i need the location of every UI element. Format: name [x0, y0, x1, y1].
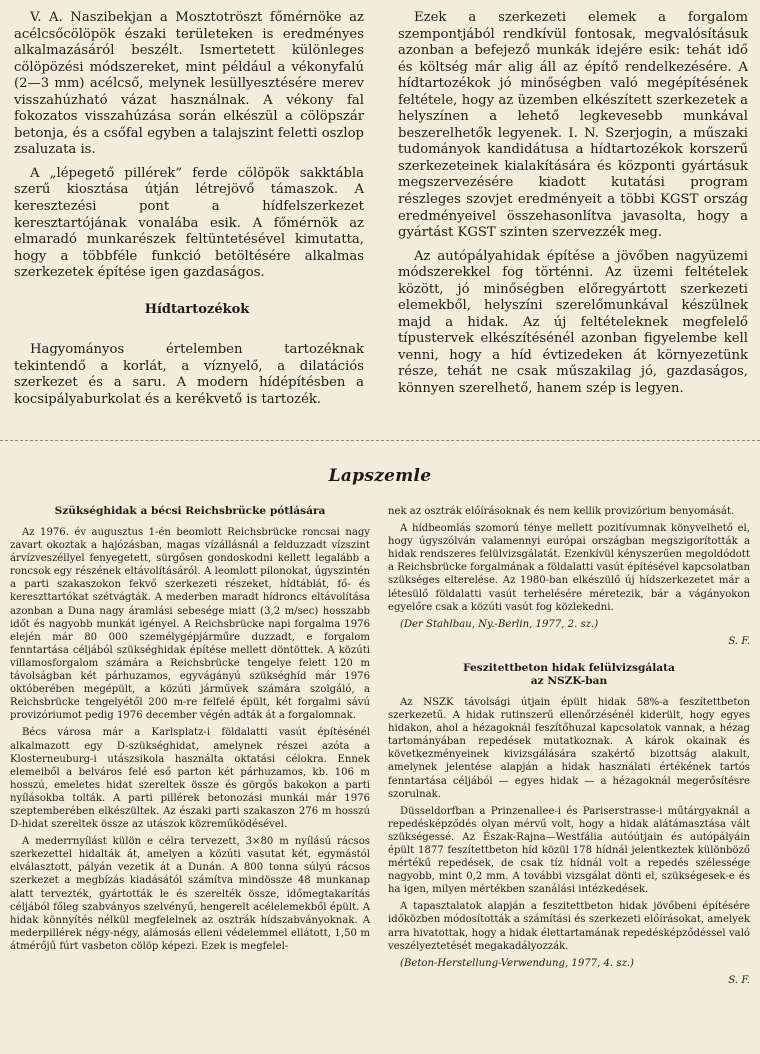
section-divider [0, 440, 760, 441]
section-title-lapszemle: Lapszemle [328, 466, 432, 486]
paragraph: A „lépegető pillérek” ferde cölöpök sakktábla szerű kiosztása útján létrejövő támaszok. A keresztezési pont a hídfelszerkezet keresztartójának vonalába esik. A főmérnök az elmaradó munkarészek feltüntetésével kimutatta, hogy a többféle funkció betöltésére alkalmas szerkezetek építése igen gazdaságos. [14, 165, 364, 281]
author-signature: S. F. [728, 635, 750, 647]
article-heading-reichsbrucke: Szükséghidak a bécsi Reichsbrücke pótlására [54, 505, 326, 517]
paragraph: Bécs városa már a Karlsplatz-i földalatti vasút építésénél alkalmazott egy D-szükséghidat, amelynek részei azóta a Klosterneuburg-i utászsikola használta oktatási célokra. Ennek elemeiből a belváros felé eső parton két párhuzamos, kb. 106 m hosszú, emeletes hidat szereltek össze és görgős bakokon a parti nyílásokba tolták. A parti pillérek betonozási munkái már 1976 szeptemberében elkészültek. Az északi parti szakaszon 276 m hosszú D-hidat szereltek össze az utászok közreműködésével. [10, 727, 370, 831]
paragraph: nek az osztrák előírásoknak és nem kellik provizórium benyomását. [388, 506, 735, 517]
top-right-column [398, 10, 748, 405]
heading-line: Feszitettbeton hidak felülvizsgálata [463, 661, 675, 674]
article-heading-nszk [388, 662, 750, 688]
heading-line: az NSZK-ban [530, 674, 608, 687]
paragraph: Az autópályahidak építése a jövőben nagyüzemi módszerekkel fog történni. Az üzemi feltételek között, jó minőségben előregyártott szerkezeti elemekből, helyszíni szerelőmunkával készülnek majd a hidak. Az új feltételeknek megfelelő típustervek elkészítésénél azonban figyelembe kell venni, hogy a híd évtizedeken át környezetünk része, tehát ne csak műszakilag jó, gazdaságos, könnyen szerelhető, hanem szép is legyen. [398, 248, 748, 397]
author-signature: S. F. [728, 974, 750, 986]
paragraph: V. A. Naszibekjan a Mosztotröszt főmérnöke az acélcsőcölöpök északi területeken is eredményes alkalmazásáról beszélt. Ismertetett különleges cölöpözési módszereket, mint például a vékonyfalú (2—3 mm) acélcső, melynek lesüllyesztésére merev visszahúzható vázat használnak. A vékony fal fokozatos visszahúzása során elkészül a cölöpszár betonja, és a csőfal egyben a talajszint feletti oszlop zsaluzata is. [14, 10, 364, 158]
citation: (Der Stahlbau, Ny.-Berlin, 1977, 2. sz.) [400, 618, 599, 630]
citation: (Beton-Herstellung-Verwendung, 1977, 4. sz.) [400, 957, 634, 969]
paragraph: Düsseldorfban a Prinzenallee-i és Pariserstrasse-i műtárgyaknál a repedésképződés olyan mérvű volt, hogy a hidak alátámasztása vált szükségessé. Az Észak-Rajna—Westfália autóútjain és autópályáin épült 1877 feszítettbeton híd közül 178 hídnál jelentkeztek különböző mértékű repedések, de csak tíz hídnál volt a repedés szélessége nagyobb, mint 0,2 mm. A további vizsgálat dönti el, szükségesek-e és ha igen, milyen mértékben szanálási intézkedések. [388, 805, 750, 896]
subheading-hidtartozekok: Hídtartozékok [144, 301, 250, 317]
paragraph: Az NSZK távolsági útjain épült hidak 58%-a feszítettbeton szerkezetű. A hidak rutinszerű ellenőrzésénél kiderült, hogy egyes hidakon, ahol a hézagoknál feszítőhuzal kapcsolatok vannak, a hézag tartományában repedések mutatkoznak. A károk okainak és következményeinek kivizsgálására szakértő bizottság alakult, amelynek jelentése alapján a hidak használati értékének tartós fenntartása céljából — egyes hidak — a hézagoknál megerősítésre szorulnak. [388, 696, 750, 800]
paragraph: A hídbeomlás szomorú ténye mellett pozitívumnak könyvelhető el, hogy úgyszólván valamennyi európai országban megszigorították a hidak rendszeres felülvizsgálatát. Ezenkívül kényszerűen megoldódott a Reichsbrücke forgalmának a földalatti vasút építésével kapcsolatban szükséges elterelése. Az 1980-ban elkészülő új hídszerkezetet már a létesülő földalatti vasút terhelésére méretezik, bár a vágányokon egyelőre csak a közúti vasút fog közlekedni. [388, 523, 750, 613]
bottom-right-column [388, 505, 750, 991]
paragraph: A mederrnyílást külön e célra tervezett, 3×80 m nyílású rácsos szerkezettel hidalták át, amelyen a közúti vasutat két, egymástól elválasztott, pályán vezetik át a Dunán. A 800 tonna súlyú rácsos szerkezet a megbízás kiadásától számítva mindössze 48 munkanap alatt tervezték, gyártották le és szerelték össze, időmegtakarítás céljából főleg szabványos szelvényű, hengerelt acélelemekből épült. A hidak könnyítés nélkül megfelelnek az osztrák hídszabványoknak. A mederpillérek négy-négy, alámosás elleni védelemmel ellátott, 1,50 m átmérőjű fúrt vasbeton cölöp képezi. Ezek is megfelel- [10, 836, 370, 952]
paragraph: Ezek a szerkezeti elemek a forgalom szempontjából rendkívül fontosak, megvalósításuk azonban a befejező munkák idejére esik: tehát idő és költség már alig áll az építő rendelkezésére. A hídtartozékok jó minőségben való megépítésének feltétele, hogy az üzemben elkészített szerkezetek a helyszínen a lehető legkevesebb munkával beszerelhetők legyenek. I. N. Szerjogin, a műszaki tudományok kandidátusa a hídtartozékok korszerű szerkezeteinek kialakítására és központi gyártásuk megszervezésére kiadott kutatási program részleges szovjet eredményeit a többi KGST ország eredményeivel összehasonlítva javasolta, hogy a gyártást KGST szinten szervezzék meg. [398, 10, 748, 241]
top-left-column [14, 10, 364, 415]
bottom-left-column [10, 505, 370, 957]
paragraph: Hagyományos értelemben tartozéknak tekintendő a korlát, a víznyelő, a dilatációs szerkezet és a saru. A modern hídépítésben a kocsipályaburkolat és a kerékvető is tartozék. [14, 342, 364, 407]
paragraph: A tapasztalatok alapján a feszitettbeton hidak jövőbeni építésére időközben módosították a számítási és szerkezeti előírásokat, amelyek arra hivatottak, hogy a hidak élettartamának repedésképződéssel való veszélyeztetését megakadályozzák. [388, 901, 750, 952]
paragraph: Az 1976. év augusztus 1-én beomlott Reichsbrücke roncsai nagy zavart okoztak a hajózásban, magas vízállásnál a felduzzadt vízszint árvízveszéllyel fenyegetett, sürgősen gondoskodni kellett legalább a roncsok egy részének eltávolításáról. A leomlott pilonokat, úgyszintén a parti szakaszokon fekvő szerkezeti részeket, hídtáblát, fő- és kereszttartókat szétvágták. A mederben maradt hídroncs eltávolítása azonban a Duna nagy áramlási sebesége miatt (3,2 m/sec) hosszabb időt és nagyobb munkát igényel. A Reichsbrücke napi forgalma 1976 elején már 80 000 személygépjárműre duzzadt, e forgalom fenntartása céljából szükséghidak építése mellett döntöttek. A közúti villamosforgalom számára a Reichsbrücke tengelye felett 120 m távolságban két párhuzamos, egyvágányú szükséghíd már 1976 októberében megépült, a közúti járművek számára szolgáló, a Reichsbrücke tengelyétől 200 m-re felfelé épült, két forgalmi sávú provizóriumot pedig 1976 december végén adták át a forgalomnak. [10, 527, 370, 722]
